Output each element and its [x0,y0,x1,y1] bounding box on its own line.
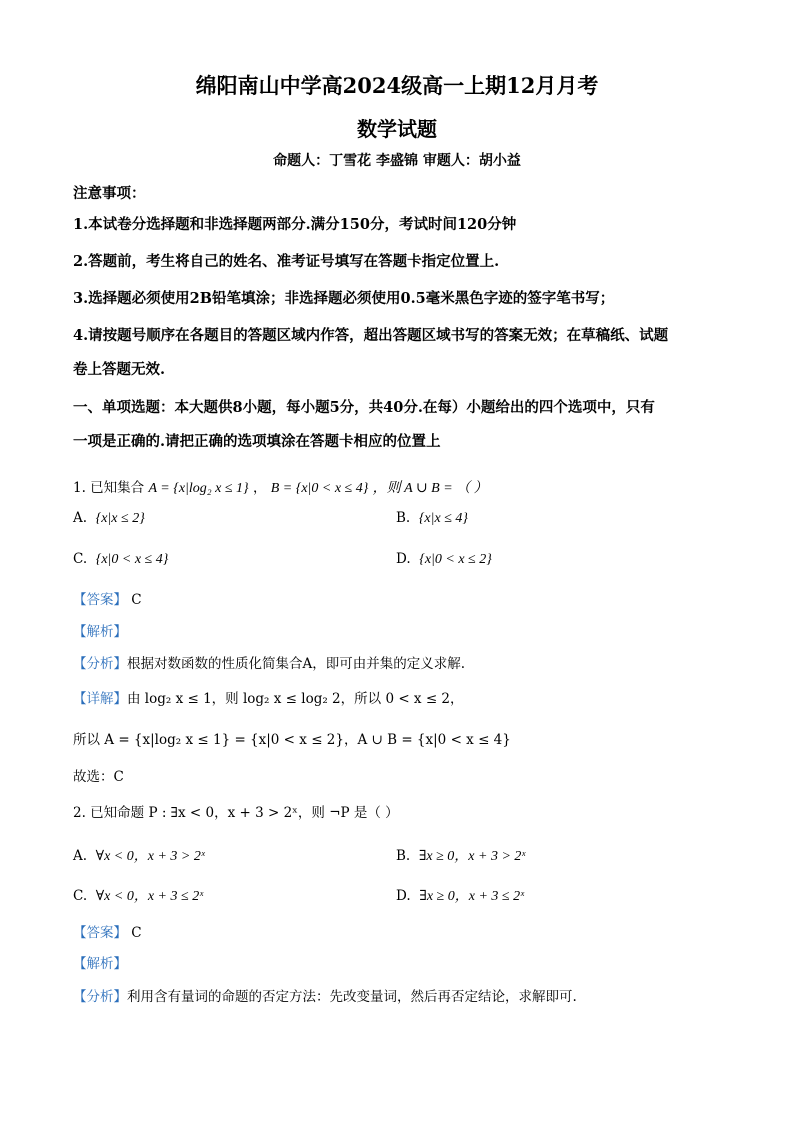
option-label: C. [73,551,88,567]
q1-choose: 故选：C [73,769,124,785]
q1-option-a [73,510,145,527]
q1-set-a: A = {x|log₂ x ≤ 1} [148,481,249,496]
q1-detail [73,687,464,707]
option-text: ∃x ≥ 0，x + 3 ≤ 2ˣ [419,889,525,904]
option-text: ∀x < 0，x + 3 ≤ 2ˣ [95,889,204,904]
answer-value: C [131,925,142,941]
q1-option-d [396,551,492,568]
q2-fenxi [73,985,577,1005]
option-label: B. [396,510,411,526]
section-heading: 一、单项选题：本大题供8小题，每小题5分，共40分.在每）小题给出的四个选项中，只有 [73,399,655,416]
q1-conclusion: 所以 A = {x|log₂ x ≤ 1} = {x|0 < x ≤ 2}，A ∪ B = {x|0 < x ≤ 4} [73,732,511,748]
q1-suffix: ，则 A ∪ B = （ ） [372,481,488,496]
fenxi-tag: 【分析】 [73,989,127,1005]
option-text: {x|x ≤ 2} [95,511,145,526]
q2-option-b [396,845,525,865]
q2-answer [73,921,142,941]
option-text: ∃x ≥ 0，x + 3 > 2ˣ [418,849,526,864]
q2-analysis-tag: 【解析】 [73,956,127,972]
note-item-4: 4.请按题号顺序在各题目的答题区域内作答，超出答题区域书写的答案无效；在草稿纸、试题 [73,327,669,344]
note-item-1: 1.本试卷分选择题和非选择题两部分.满分150分，考试时间120分钟 [73,216,517,233]
note-item-2: 2.答题前，考生将自己的姓名、准考证号填写在答题卡指定位置上. [73,253,500,270]
fenxi-tag: 【分析】 [73,656,127,672]
section-heading-cont: 一项是正确的.请把正确的选项填涂在答题卡相应的位置上 [73,433,441,450]
notes-heading: 注意事项： [73,185,146,202]
option-label: A. [73,848,88,864]
q1-comma: ， [252,480,267,496]
option-label: D. [396,888,411,904]
q1-option-c [73,551,168,568]
page-title: 绵阳南山中学高2024级高一上期12月月考 [195,73,599,98]
option-text: ∀x < 0，x + 3 > 2ˣ [95,849,205,864]
q2-option-d [396,885,524,905]
answer-tag: 【答案】 [73,592,127,608]
page-subtitle: 数学试题 [357,117,437,141]
question-1-stem [73,476,488,497]
option-label: D. [396,551,411,567]
q2-option-a [73,845,205,865]
q1-set-b: B = {x|0 < x ≤ 4} [270,481,369,496]
authors-line: 命题人：丁雪花 李盛锦 审题人：胡小益 [273,153,521,169]
option-text: {x|0 < x ≤ 4} [95,552,169,567]
fenxi-text: 利用含有量词的命题的否定方法：先改变量词，然后再否定结论，求解即可. [127,989,577,1005]
option-label: B. [396,848,411,864]
q1-analysis-tag: 【解析】 [73,624,127,640]
answer-tag: 【答案】 [73,925,127,941]
option-text: {x|x ≤ 4} [418,511,468,526]
q2-option-c [73,885,203,905]
detail-tag: 【详解】 [73,691,127,707]
fenxi-text: 根据对数函数的性质化简集合A，即可由并集的定义求解. [127,656,466,672]
option-label: C. [73,888,88,904]
question-2-stem: 2. 已知命题 P : ∃x < 0，x + 3 > 2ˣ，则 ¬P 是（ ） [73,805,399,821]
note-item-3: 3.选择题必须使用2B铅笔填涂；非选择题必须使用0.5毫米黑色字迹的签字笔书写； [73,290,615,307]
answer-value: C [131,592,142,608]
q1-prefix: 1. 已知集合 [73,480,145,496]
detail-text: 由 log₂ x ≤ 1，则 log₂ x ≤ log₂ 2，所以 0 < x ≤ 2， [127,691,464,707]
option-label: A. [73,510,88,526]
q1-option-b [396,510,468,527]
q1-answer [73,588,142,608]
q1-fenxi [73,652,465,672]
option-text: {x|0 < x ≤ 2} [419,552,492,567]
note-item-4-cont: 卷上答题无效. [73,361,166,378]
